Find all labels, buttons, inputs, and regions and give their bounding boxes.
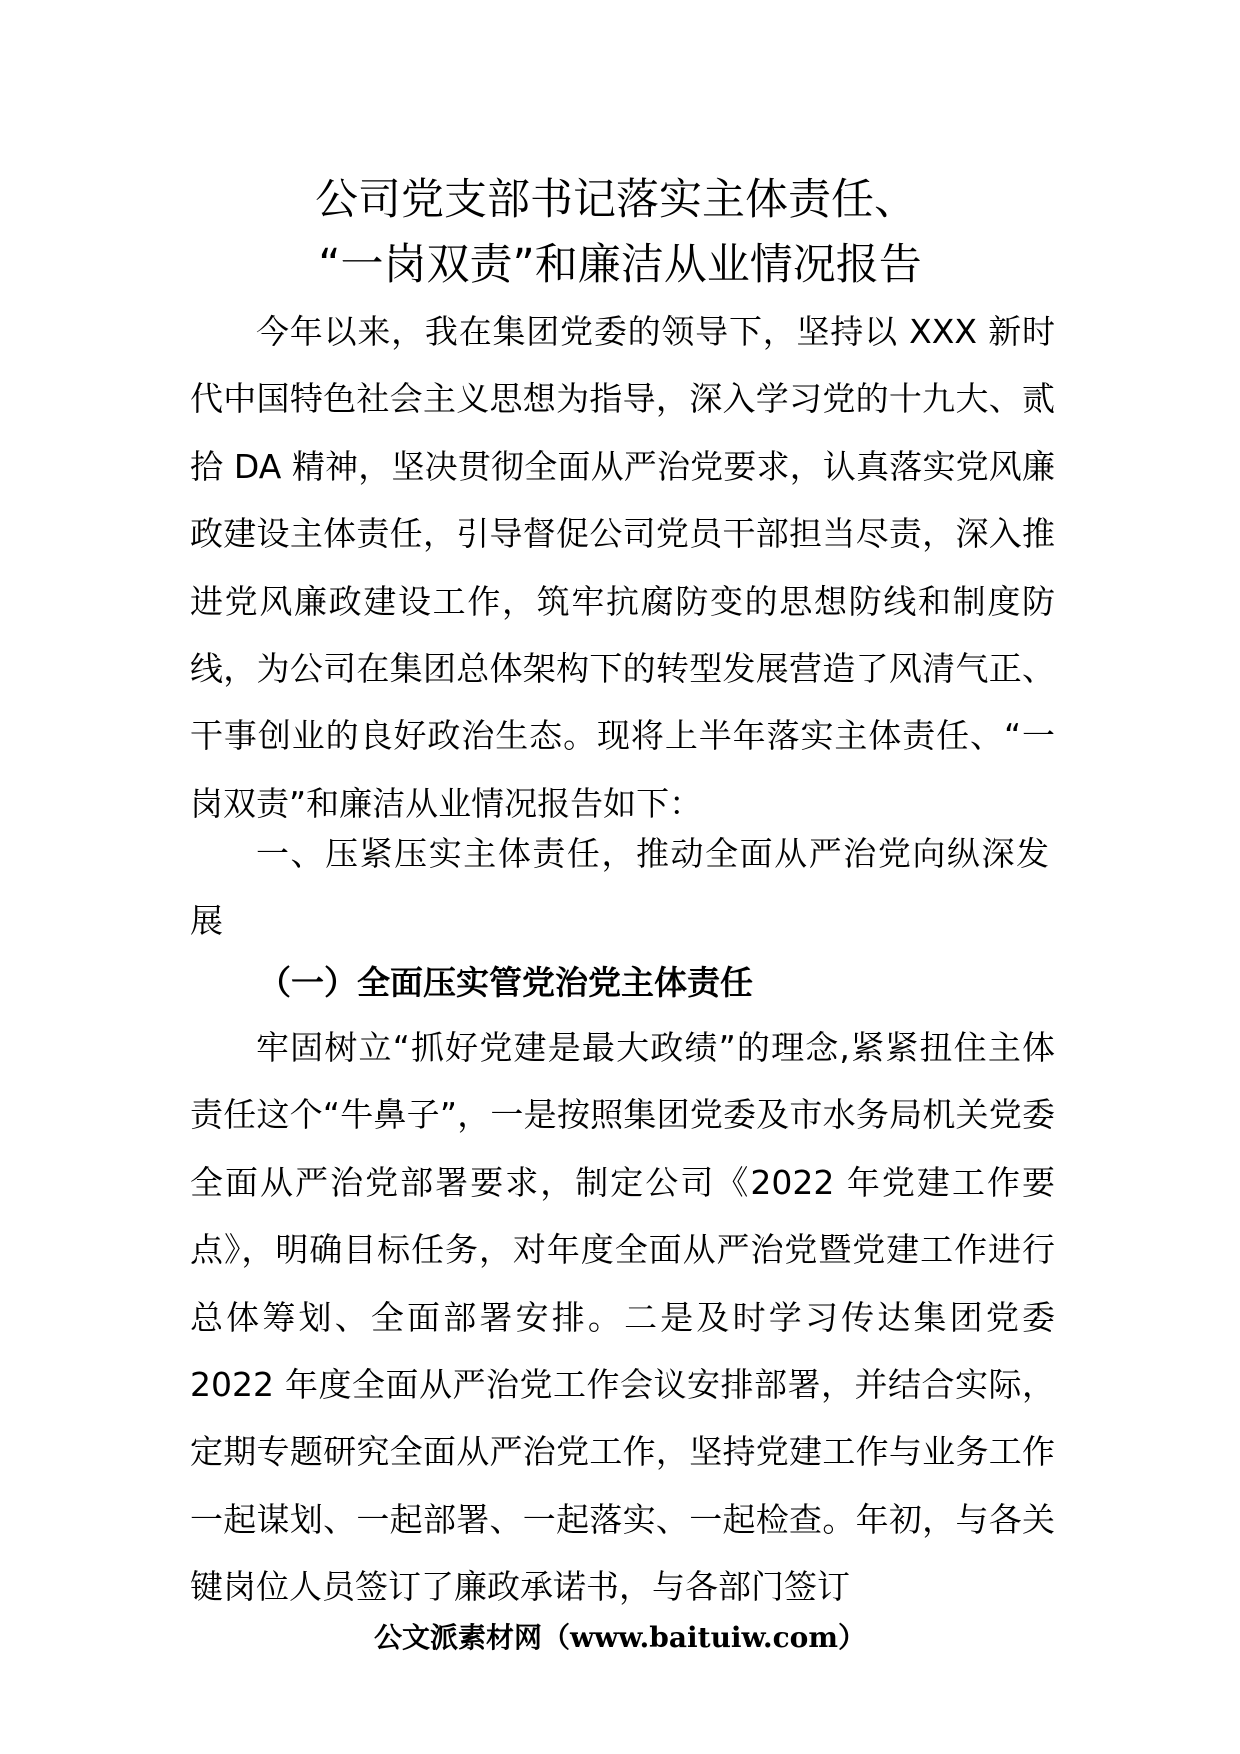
section-heading-1: 一、压紧压实主体责任，推动全面从严治党向纵深发展 xyxy=(190,834,1050,940)
subsection-heading-1: （一）全面压实管党治党主体责任 xyxy=(258,963,753,1002)
intro-paragraph: 今年以来，我在集团党委的领导下，坚持以 XXX 新时代中国特色社会主义思想为指导，深入学习党的十九大、贰拾 DA 精神，坚决贯彻全面从严治党要求，认真落实党风廉政建设主体责任，引导督促公司党员干部担当尽责，深入推进党风廉政建设工作，筑牢抗腐防变的思想防线和制度防线，为公司在集团总体架构下的转型发展营造了风清气正、干事创业的良好政治生态。现将上半年落实主体责任、“一岗双责”和廉洁从业情况报告如下： xyxy=(190,312,1055,823)
footer-watermark: 公文派素材网（www.baituiw.com） xyxy=(374,1621,866,1654)
document-title-line-1: 公司党支部书记落实主体责任、 xyxy=(315,175,917,225)
body-paragraph-1: 牢固树立“抓好党建是最大政绩”的理念,紧紧扭住主体责任这个“牛鼻子”，一是按照集团党委及市水务局机关党委全面从严治党部署要求，制定公司《2022 年党建工作要点》，明确目标任务，对年度全面从严治党暨党建工作进行总体筹划、全面部署安排。二是及时学习传达集团党委 2022 年度全面从严治党工作会议安排部署，并结合实际，定期专题研究全面从严治党工作，坚持党建工作与业务工作一起谋划、一起部署、一起落实、一起检查。年初，与各关键岗位人员签订了廉政承诺书，与各部门签订 xyxy=(190,1028,1055,1607)
document-title-line-2: “一岗双责”和廉洁从业情况报告 xyxy=(318,240,922,290)
